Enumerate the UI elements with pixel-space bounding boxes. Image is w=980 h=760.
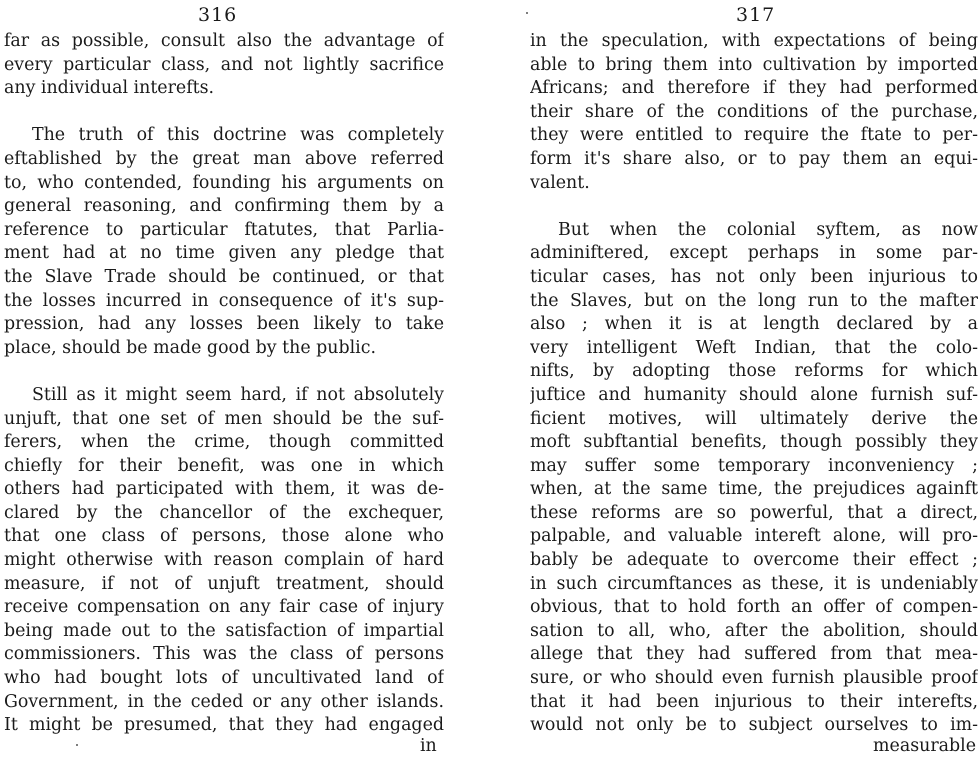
text-line: juftice and humanity should alone furnish suf- [530,384,978,405]
text-line: chiefly for their benefit, was one in which [4,455,444,476]
text-line: sure, or who should even furnish plausible proof [530,668,978,689]
text-line: reference to particular ftatutes, that Parlia- [4,219,444,240]
right-page-catchword: measurable [873,736,976,756]
text-line: others had participated with them, it was de- [4,479,444,500]
text-line: obvious, that to hold forth an offer of compen- [530,597,978,618]
text-line: adminiftered, except perhaps in some par- [530,243,978,264]
text-line: clared by the chancellor of the exchequer, [4,502,444,523]
text-line: ferers, when the crime, though committed [4,432,444,453]
text-line: far as possible, consult also the advantage of [4,31,444,51]
text-line: in the speculation, with expectations of being [530,31,978,51]
text-line: general reasoning, and confirming them by a [4,196,444,217]
text-line: when, at the same time, the prejudices againft [530,479,978,500]
text-line: It might be presumed, that they had engaged [4,715,444,736]
paragraph-gap [530,195,978,219]
text-line: the Slaves, but on the long run to the mafter [530,290,978,311]
text-line: commissioners. This was the class of persons [4,644,444,665]
text-line: palpable, and valuable intereft alone, will pro- [530,526,978,547]
text-line: sation to all, who, after the abolition, should [530,620,978,641]
text-line: But when the colonial syftem, as now [558,219,978,240]
text-line: who had bought lots of uncultivated land of [4,668,444,689]
left-page-number: 316 [198,4,238,26]
text-line: Government, in the ceded or any other islands. [4,691,444,712]
text-line: might otherwise with reason complain of hard [4,550,444,571]
text-line: Africans; and therefore if they had performed [530,78,978,99]
text-line: unjuft, that one set of men should be the suf- [4,408,444,429]
text-line: very intelligent Weft Indian, that the colo- [530,337,978,358]
text-line: measure, if not of unjuft treatment, should [4,573,444,594]
left-page-text [4,30,444,738]
text-line: Still as it might seem hard, if not absolutely [32,384,444,405]
text-line: valent. [530,172,590,193]
right-page [510,0,980,760]
text-line: they were entitled to require the ftate to per- [530,125,978,146]
text-line: may suffer some temporary inconveniency ; [530,455,978,476]
print-speck [526,12,528,14]
text-line: in such circumftances as these, it is undeniably [530,573,978,594]
print-speck [76,744,78,746]
text-line: receive compensation on any fair case of injury [4,597,444,618]
text-line: their share of the conditions of the purchase, [530,101,978,122]
left-page-catchword: in [420,736,437,756]
text-line: these reforms are so powerful, that a direct, [530,502,978,523]
text-line: pression, had any losses been likely to take [4,314,444,335]
text-line: The truth of this doctrine was completely [32,125,444,146]
text-line: allege that they had suffered from that mea- [530,644,978,665]
paragraph-gap [4,360,444,384]
text-line: that it had been injurious to their interefts, [530,691,978,712]
text-line: able to bring them into cultivation by imported [530,54,978,75]
text-line: to, who contended, founding his arguments on [4,172,444,193]
text-line: the losses incurred in consequence of it's sup- [4,290,444,311]
text-line: ment had at no time given any pledge that [4,243,444,264]
text-line: would not only be to subject ourselves to im- [530,715,978,736]
text-line: ticular cases, has not only been injurious to [530,266,978,287]
text-line: ficient motives, will ultimately derive the [530,408,978,429]
text-line: any individual interefts. [4,78,215,99]
left-page [0,0,470,760]
right-page-text [530,30,978,738]
text-line: every particular class, and not lightly sacrifice [4,54,444,75]
paragraph-gap [4,101,444,125]
text-line: moft subftantial benefits, though possibly they [530,432,978,453]
text-line: being made out to the satisfaction of impartial [4,620,444,641]
text-line: nifts, by adopting those reforms for which [530,361,978,382]
right-page-number: 317 [736,4,776,26]
text-line: form it's share also, or to pay them an equi- [530,148,978,169]
text-line: bably be adequate to overcome their effect ; [530,550,978,571]
text-line: also ; when it is at length declared by a [530,314,978,335]
text-line: place, should be made good by the public. [4,337,377,358]
text-line: eftablished by the great man above referred [4,148,444,169]
text-line: the Slave Trade should be continued, or that [4,266,444,287]
text-line: that one class of persons, those alone who [4,526,444,547]
